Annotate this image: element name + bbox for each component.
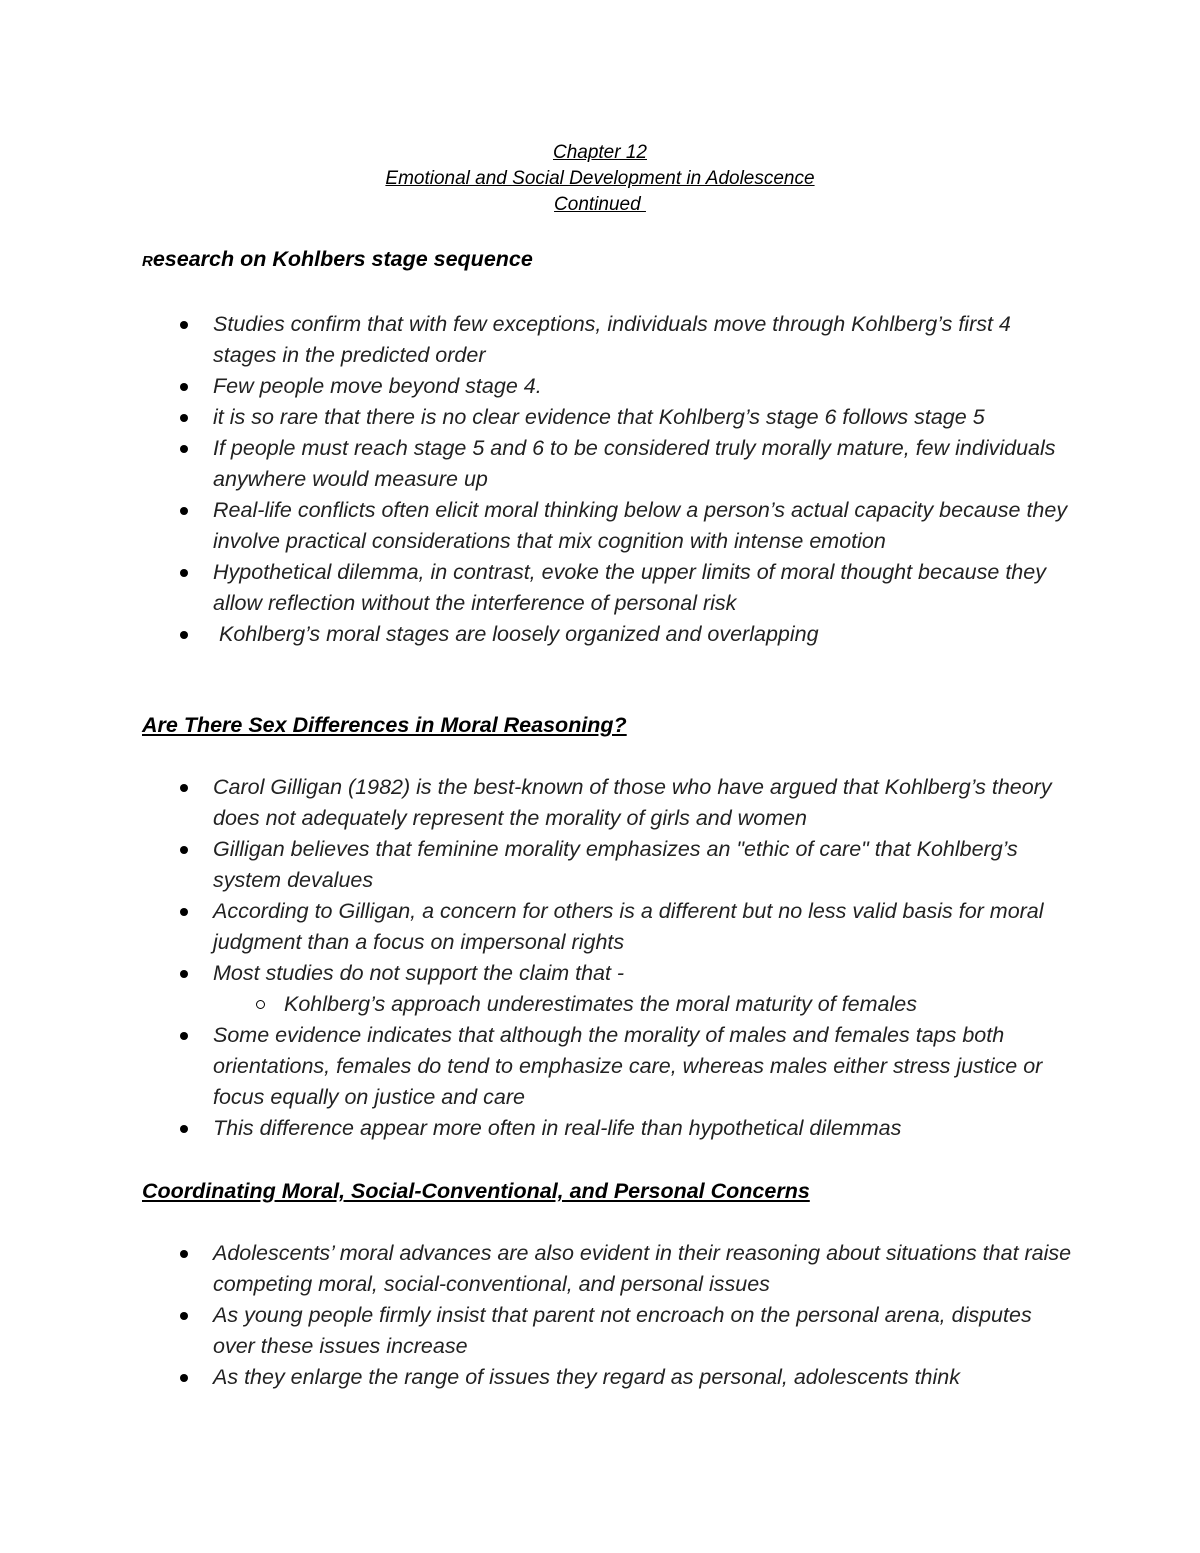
bullet-icon <box>180 784 188 792</box>
list-item <box>142 834 1072 896</box>
list-item-text: As young people firmly insist that parent not encroach on the personal arena, disputes over these issues increase <box>213 1303 1032 1358</box>
list-item-text: According to Gilligan, a concern for others is a different but no less valid basis for moral judgment than a focus on impersonal rights <box>213 899 1044 954</box>
heading-rest: esearch on Kohlbers stage sequence <box>152 247 533 271</box>
bullet-icon <box>180 445 188 453</box>
list-item <box>142 433 1072 495</box>
list-item-text: Gilligan believes that feminine morality emphasizes an "ethic of care" that Kohlberg’s system devalues <box>213 837 1018 892</box>
list-item-text: Kohlberg’s approach underestimates the moral maturity of females <box>284 992 917 1016</box>
bullet-icon <box>180 1250 188 1258</box>
bullet-icon <box>180 970 188 978</box>
bullet-icon <box>180 908 188 916</box>
bullet-icon <box>180 1125 188 1133</box>
chapter-subtitle: Continued <box>554 194 646 215</box>
bullet-icon <box>180 846 188 854</box>
list-item <box>142 619 1072 650</box>
bullet-icon <box>180 321 188 329</box>
bullet-list <box>142 1238 1072 1393</box>
list-item-text: As they enlarge the range of issues they regard as personal, adolescents think <box>213 1365 960 1389</box>
section-kohlberg-research <box>142 244 1072 650</box>
bullet-icon <box>180 631 188 639</box>
list-item-text: This difference appear more often in real-life than hypothetical dilemmas <box>213 1116 902 1140</box>
document-header <box>0 140 1200 218</box>
bullet-icon <box>180 1032 188 1040</box>
bullet-icon <box>180 507 188 515</box>
bullet-icon <box>180 414 188 422</box>
list-item <box>142 309 1072 371</box>
list-item <box>142 1020 1072 1113</box>
list-item-text: it is so rare that there is no clear evidence that Kohlberg’s stage 6 follows stage 5 <box>213 405 985 429</box>
bullet-icon <box>180 383 188 391</box>
list-item <box>142 557 1072 619</box>
list-item-text: If people must reach stage 5 and 6 to be considered truly morally mature, few individuals anywhere would measure up <box>213 436 1056 491</box>
bullet-icon <box>180 569 188 577</box>
list-item <box>142 958 1072 989</box>
list-item <box>142 896 1072 958</box>
list-item-text: Some evidence indicates that although the morality of males and females taps both orientations, females do tend to emphasize care, whereas males either stress justice or focus equally on justice and care <box>213 1023 1043 1109</box>
section-heading: Coordinating Moral, Social-Conventional, and Personal Concerns <box>142 1179 810 1203</box>
section-heading: Are There Sex Differences in Moral Reasoning? <box>142 713 627 737</box>
list-item-text: Real-life conflicts often elicit moral thinking below a person’s actual capacity because they involve practical considerations that mix cognition with intense emotion <box>213 498 1068 553</box>
list-item <box>142 371 1072 402</box>
list-item <box>142 1362 1072 1393</box>
list-item <box>142 495 1072 557</box>
hollow-bullet-icon <box>256 1000 265 1009</box>
heading-initial: R <box>142 253 153 270</box>
bullet-list <box>142 309 1072 650</box>
bullet-list <box>142 772 1072 1144</box>
list-item-text: Kohlberg’s moral stages are loosely organized and overlapping <box>213 622 819 646</box>
list-item-text: Most studies do not support the claim that - <box>213 961 625 985</box>
list-item <box>142 1113 1072 1144</box>
section-sex-differences <box>142 710 1072 1144</box>
list-item <box>142 1238 1072 1300</box>
list-item <box>142 402 1072 433</box>
sub-list-item <box>142 989 1072 1020</box>
list-item-text: Few people move beyond stage 4. <box>213 374 542 398</box>
bullet-icon <box>180 1312 188 1320</box>
section-heading <box>142 244 1072 277</box>
list-item-text: Hypothetical dilemma, in contrast, evoke the upper limits of moral thought because they allow reflection without the interference of personal risk <box>213 560 1046 615</box>
list-item <box>142 1300 1072 1362</box>
bullet-icon <box>180 1374 188 1382</box>
list-item-text: Carol Gilligan (1982) is the best-known of those who have argued that Kohlberg’s theory does not adequately represent the morality of girls and women <box>213 775 1052 830</box>
chapter-title: Chapter 12 <box>552 142 647 163</box>
section-coordinating-concerns <box>142 1176 1072 1393</box>
list-item-text: Studies confirm that with few exceptions, individuals move through Kohlberg’s first 4 stages in the predicted order <box>213 312 1011 367</box>
chapter-topic: Emotional and Social Development in Adolescence <box>385 168 815 189</box>
list-item <box>142 772 1072 834</box>
list-item-text: Adolescents’ moral advances are also evident in their reasoning about situations that raise competing moral, social-conventional, and personal issues <box>213 1241 1072 1296</box>
